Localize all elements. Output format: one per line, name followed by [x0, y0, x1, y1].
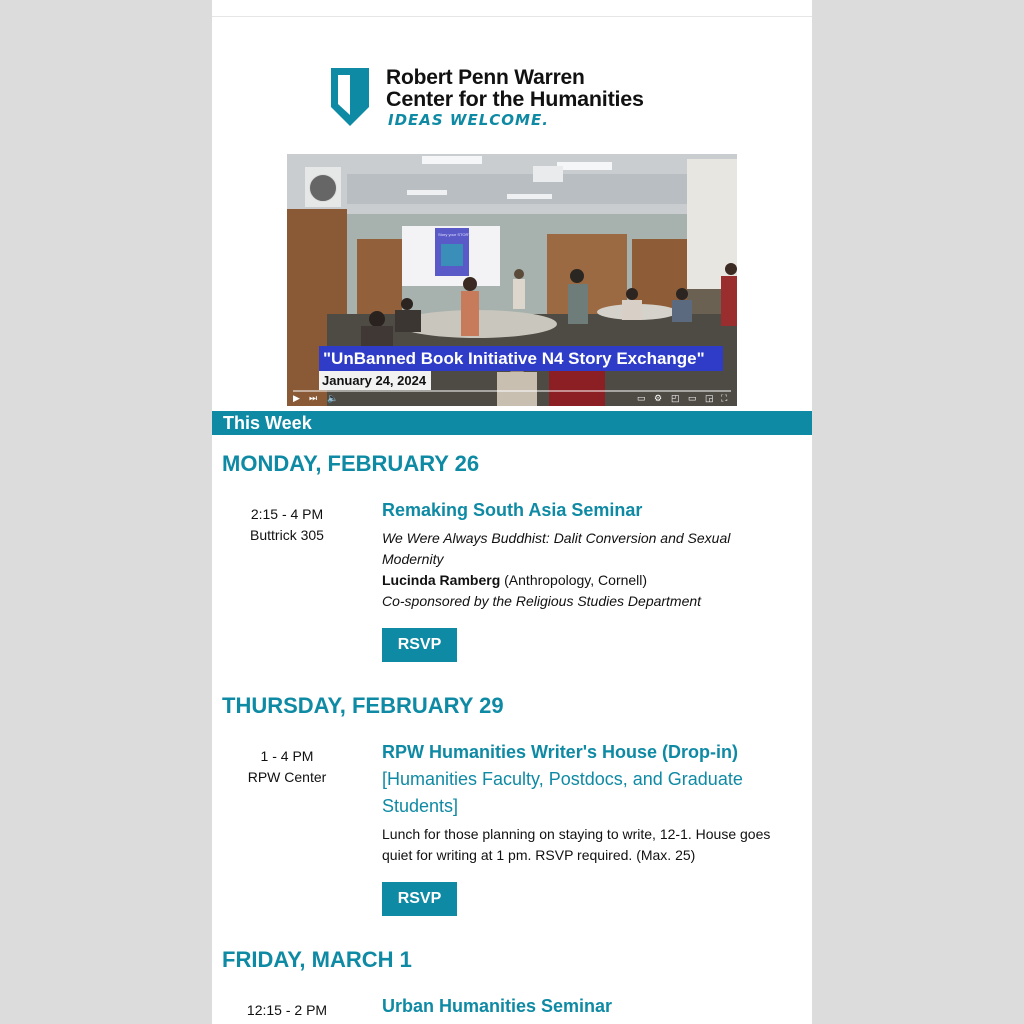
- video-player[interactable]: [287, 154, 737, 406]
- video-date: January 24, 2024: [319, 371, 431, 390]
- cast-icon[interactable]: ◲: [705, 393, 714, 403]
- rsvp-button[interactable]: RSVP: [382, 882, 457, 916]
- channel-avatar[interactable]: [305, 167, 341, 207]
- cosponsor-note: Co-sponsored by the Religious Studies Department: [382, 593, 702, 609]
- day-heading-friday: FRIDAY, MARCH 1: [222, 947, 412, 972]
- event-title-link[interactable]: Remaking South Asia Seminar: [382, 500, 643, 520]
- event-description: Lunch for those planning on staying to write, 12-1. House goes quiet for writing at 1 pm. RSVP required. (Max. 25): [382, 826, 771, 863]
- shield-logo-icon: [330, 67, 370, 127]
- top-strip: [212, 0, 812, 17]
- logo-line2: Center for the Humanities: [386, 87, 644, 111]
- video-controls: [287, 390, 737, 406]
- center-logo[interactable]: [330, 66, 700, 132]
- logo-tagline: IDEAS WELCOME.: [388, 111, 549, 129]
- miniplayer-icon[interactable]: ◰: [671, 393, 680, 403]
- day-heading-monday: MONDAY, FEBRUARY 26: [222, 451, 480, 476]
- event-time: 12:15 - 2 PM: [246, 1002, 328, 1018]
- logo-line1: Robert Penn Warren: [386, 66, 585, 89]
- settings-gear-icon[interactable]: ⚙: [654, 393, 663, 403]
- video-caption: "UnBanned Book Initiative N4 Story Exchange": [319, 346, 723, 371]
- captions-icon[interactable]: ▭: [637, 393, 646, 403]
- speaker-line: [382, 570, 792, 591]
- talk-title: We Were Always Buddhist: Dalit Conversion and Sexual Modernity: [382, 530, 731, 567]
- theater-icon[interactable]: ▭: [688, 393, 697, 403]
- channel-avatar-icon: [309, 174, 337, 202]
- event-title-link[interactable]: Urban Humanities Seminar: [382, 996, 613, 1016]
- volume-icon[interactable]: 🔈: [327, 393, 339, 403]
- rsvp-button[interactable]: RSVP: [382, 628, 457, 662]
- event-time: 1 - 4 PM: [260, 748, 314, 764]
- fullscreen-icon[interactable]: ⛶: [721, 393, 728, 403]
- next-icon[interactable]: ⏭: [309, 393, 318, 403]
- speaker-name: Lucinda Ramberg: [382, 572, 501, 588]
- event-audience: [Humanities Faculty, Postdocs, and Graduate Students]: [382, 769, 743, 816]
- event-details: [382, 528, 792, 612]
- speaker-affiliation: (Anthropology, Cornell): [500, 572, 648, 588]
- play-icon[interactable]: ▶: [293, 393, 300, 403]
- event-location: RPW Center: [247, 769, 327, 785]
- event-title-link[interactable]: RPW Humanities Writer's House (Drop-in): [382, 742, 738, 762]
- newsletter-card: [212, 0, 812, 1024]
- event-location: Buttrick 305: [250, 527, 324, 543]
- event-time: 2:15 - 4 PM: [250, 506, 324, 522]
- day-heading-thursday: THURSDAY, FEBRUARY 29: [222, 693, 504, 718]
- video-progress-bar[interactable]: [293, 390, 731, 392]
- section-title-bar: This Week: [212, 411, 812, 435]
- projected-screen-text: Story your STORY: [438, 232, 471, 237]
